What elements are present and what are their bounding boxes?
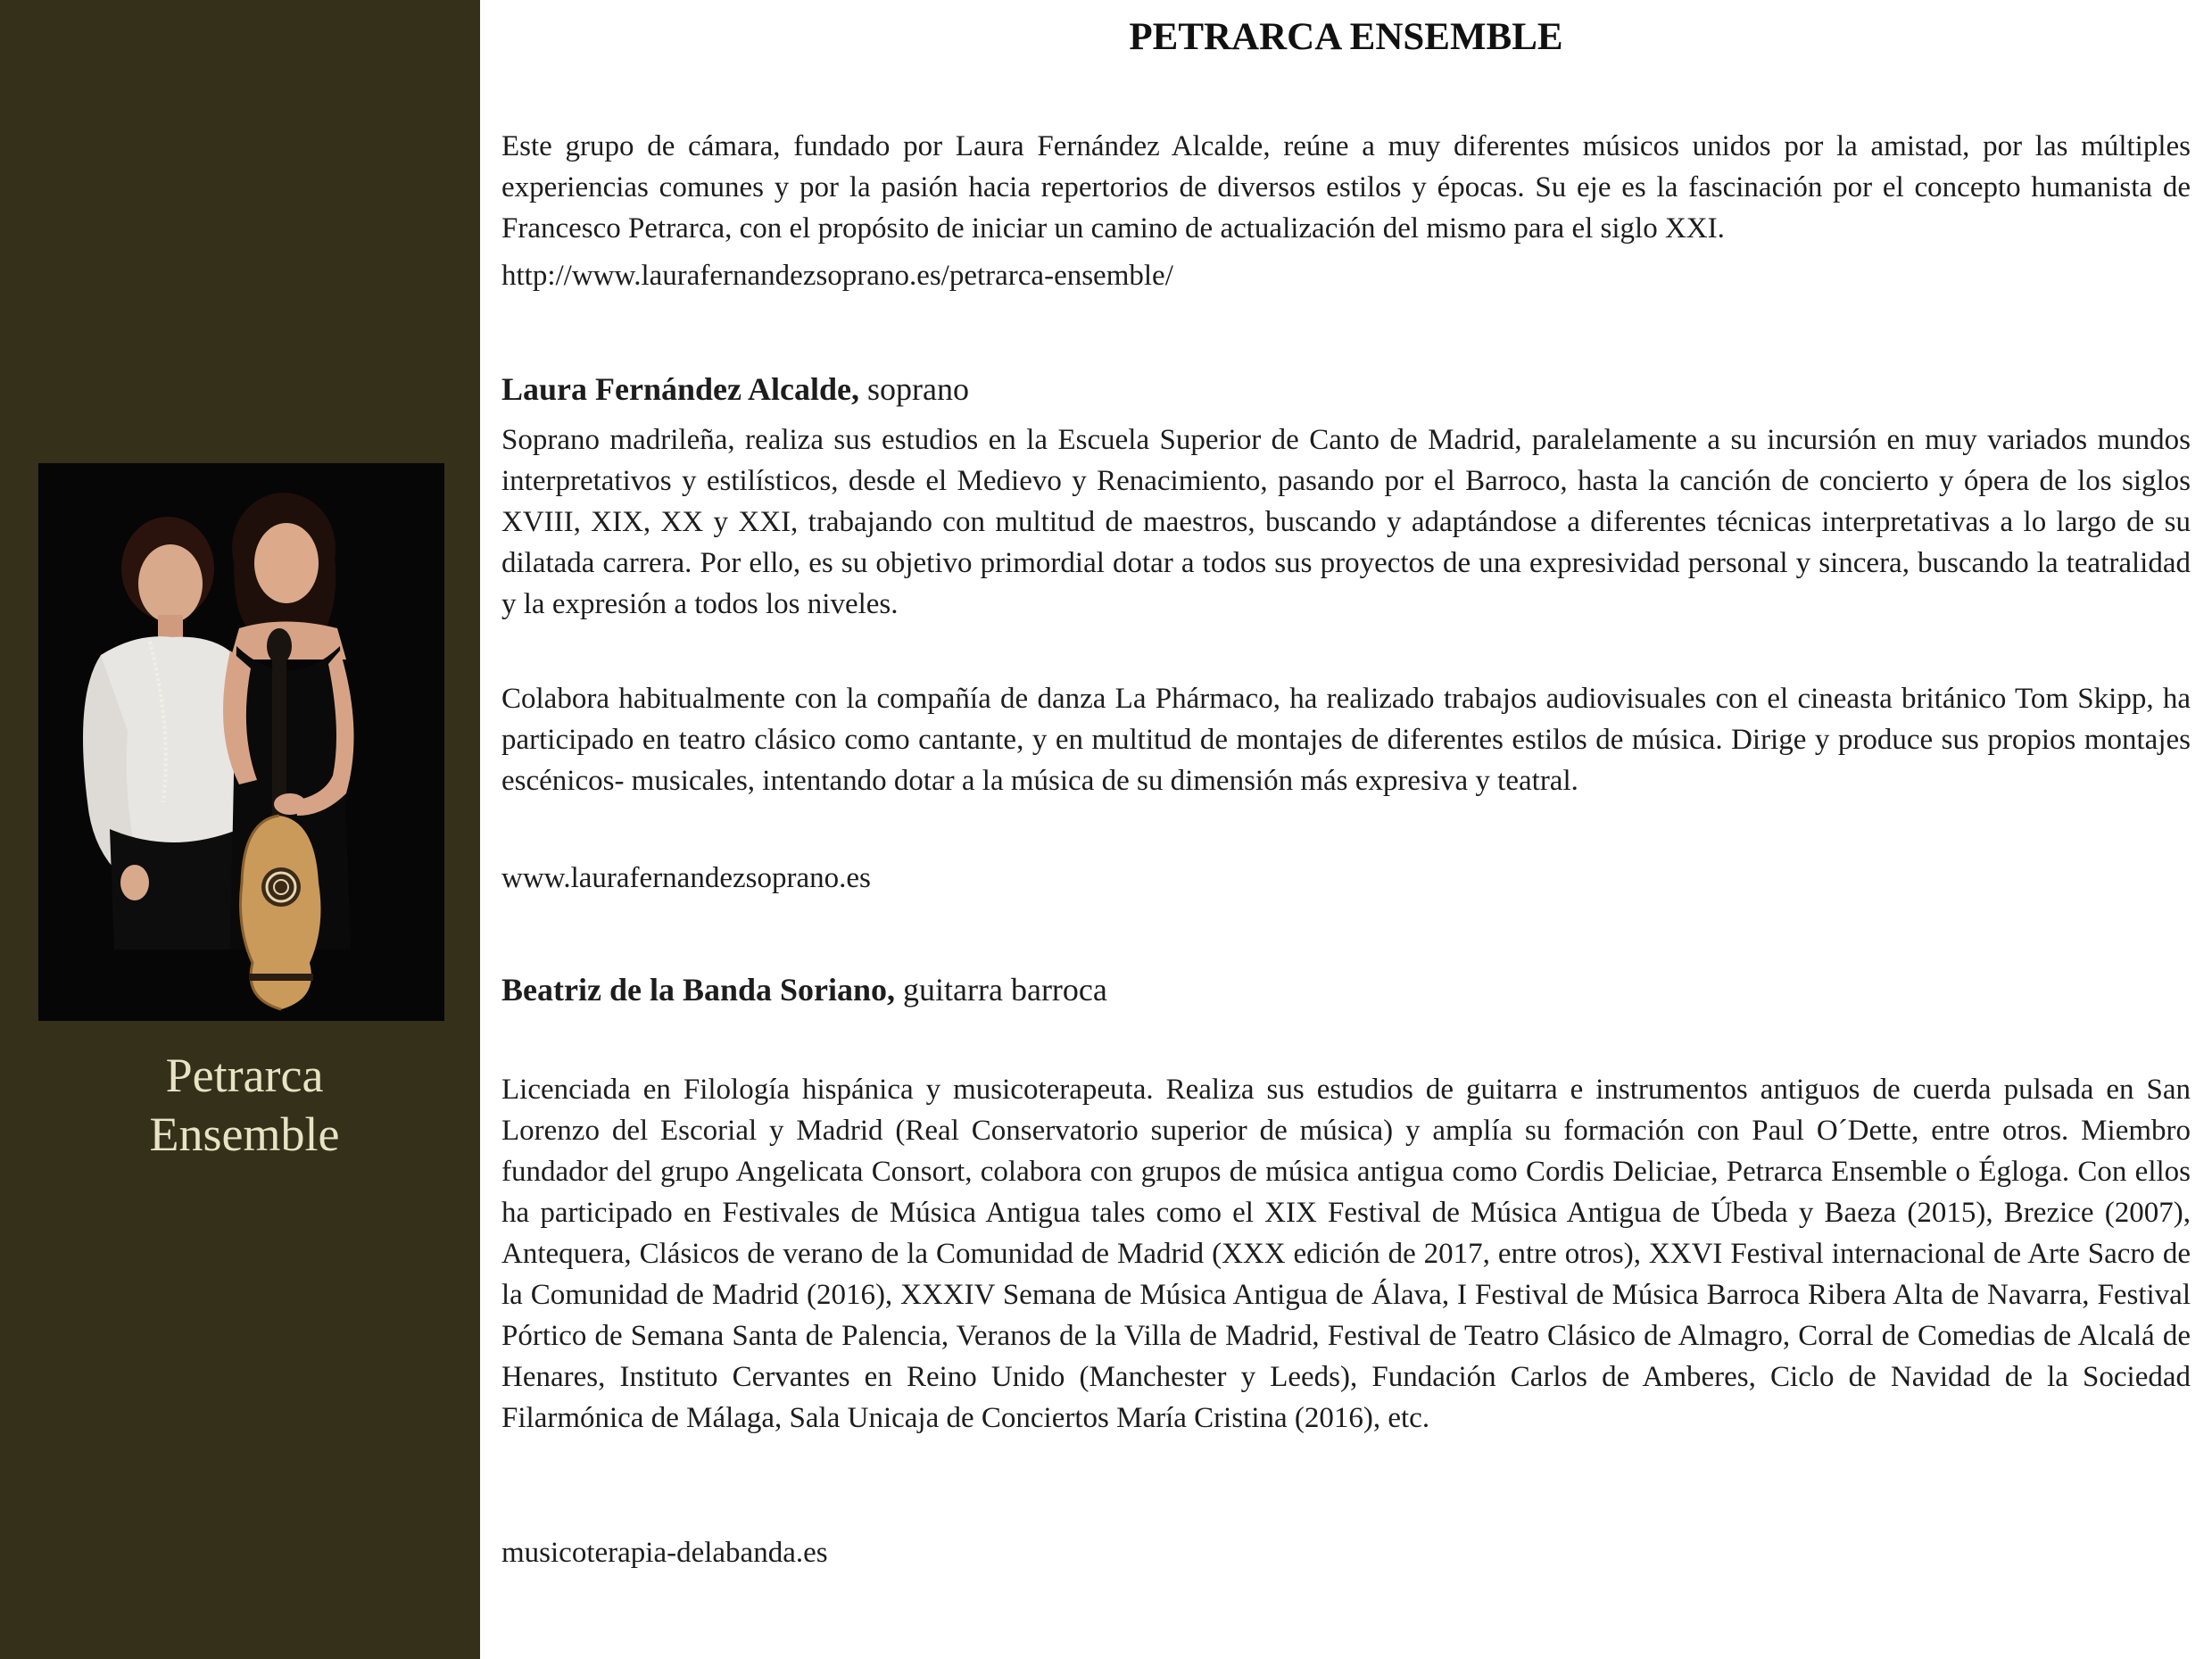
member-1-bio-1: Soprano madrileña, realiza sus estudios en la Escuela Superior de Canto de Madrid, paralelamente a su incursión en muy variados mundos interpretativos y estilísticos, desde el Medievo y Renacimiento, pasando por el Barroco, hasta la canción de concierto y ópera de los siglos XVIII, XIX, XX y XXI, trabajando con multitud de maestros, buscando y adaptándose a diferentes técnicas interpretativas a lo largo de su dilatada carrera. Por ello, es su objetivo primordial dotar a todos sus proyectos de una expresividad personal y sincera, buscando la teatralidad y la expresión a todos los niveles. (501, 424, 2191, 620)
member-2-role: guitarra barroca (895, 972, 1107, 1008)
member-2-link[interactable]: musicoterapia-delabanda.es (501, 1537, 828, 1569)
sidebar (0, 0, 480, 1659)
member-1-heading (501, 369, 969, 410)
intro-paragraph: Este grupo de cámara, fundado por Laura Fernández Alcalde, reúne a muy diferentes músicos unidos por la amistad, por las múltiples experiencias comunes y por la pasión hacia repertorios de diversos estilos y épocas. Su eje es la fascinación por el concepto humanista de Francesco Petrarca, con el propósito de iniciar un camino de actualización del mismo para el siglo XXI. (501, 130, 2191, 245)
sidebar-caption (0, 1046, 489, 1164)
member-2-name: Beatriz de la Banda Soriano, (501, 972, 896, 1008)
member-1-name: Laura Fernández Alcalde, (501, 371, 859, 407)
ensemble-photo-illustration (38, 463, 444, 1021)
caption-line-1: Petrarca (165, 1049, 324, 1102)
intro-link[interactable]: http://www.laurafernandezsoprano.es/petrarca-ensemble/ (501, 260, 1173, 292)
member-2-bio: Licenciada en Filología hispánica y musicoterapeuta. Realiza sus estudios de guitarra e instrumentos antiguos de cuerda pulsada en San Lorenzo del Escorial y Madrid (Real Conservatorio superior de música) y amplía su formación con Paul O´Dette, entre otros. Miembro fundador del grupo Angelicata Consort, colabora con grupos de música antigua como Cordis Deliciae, Petrarca Ensemble o Égloga. Con ellos ha participado en Festivales de Música Antigua tales como el XIX Festival de Música Antigua de Úbeda y Baeza (2015), Brezice (2007), Antequera, Clásicos de verano de la Comunidad de Madrid (XXX edición de 2017, entre otros), XXVI Festival internacional de Arte Sacro de la Comunidad de Madrid (2016), XXXIV Semana de Música Antigua de Álava, I Festival de Música Barroca Ribera Alta de Navarra, Festival Pórtico de Semana Santa de Palencia, Veranos de la Villa de Madrid, Festival de Teatro Clásico de Almagro, Corral de Comedias de Alcalá de Henares, Instituto Cervantes en Reino Unido (Manchester y Leeds), Fundación Carlos de Amberes, Ciclo de Navidad de la Sociedad Filarmónica de Málaga, Sala Unicaja de Conciertos María Cristina (2016), etc. (501, 1074, 2191, 1434)
member-1-role: soprano (858, 371, 969, 407)
member-1-bio-2: Colabora habitualmente con la compañía de danza La Phármaco, ha realizado trabajos audiovisuales con el cineasta británico Tom Skipp, ha participado en teatro clásico como cantante, y en multitud de montajes de diferentes estilos de música. Dirige y produce sus propios montajes escénicos- musicales, intentando dotar a la música de su dimensión más expresiva y teatral. (501, 683, 2191, 797)
member-1-link[interactable]: www.laurafernandezsoprano.es (501, 862, 871, 894)
member-2-heading (501, 969, 1107, 1010)
page-title: PETRARCA ENSEMBLE (1129, 16, 1563, 58)
ensemble-photo (38, 463, 444, 1021)
caption-line-2: Ensemble (149, 1107, 340, 1161)
